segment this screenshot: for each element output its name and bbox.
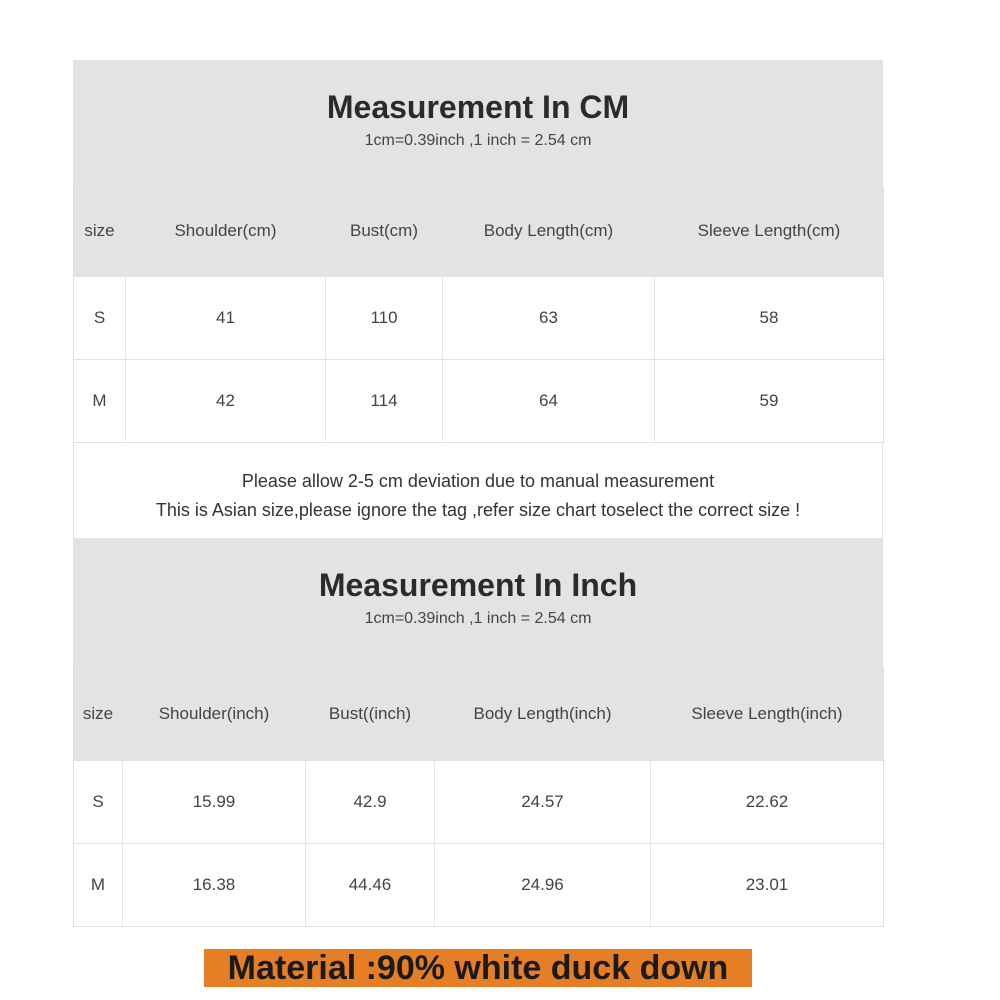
size-table-cm [73, 186, 884, 443]
cell-body-length: 64 [443, 360, 655, 443]
column-header-shoulder: Shoulder(cm) [126, 186, 326, 277]
cell-size: M [74, 844, 123, 927]
column-header-shoulder: Shoulder(inch) [123, 667, 306, 761]
cell-bust: 110 [326, 277, 443, 360]
conversion-note: 1cm=0.39inch ,1 inch = 2.54 cm [364, 132, 592, 149]
table-row [74, 360, 884, 443]
column-header-size: size [74, 667, 123, 761]
size-chart-cm [73, 60, 883, 545]
cell-shoulder: 15.99 [123, 761, 306, 844]
column-header-body-length: Body Length(inch) [435, 667, 651, 761]
table-header-row [74, 667, 884, 761]
deviation-note [73, 443, 883, 545]
cell-shoulder: 41 [126, 277, 326, 360]
chart-header [73, 60, 883, 186]
cell-sleeve-length: 23.01 [651, 844, 884, 927]
column-header-size: size [74, 186, 126, 277]
column-header-sleeve-length: Sleeve Length(cm) [655, 186, 884, 277]
cell-size: S [74, 277, 126, 360]
column-header-body-length: Body Length(cm) [443, 186, 655, 277]
table-row [74, 761, 884, 844]
size-chart-inch [73, 538, 883, 927]
cell-size: S [74, 761, 123, 844]
size-table-inch [73, 667, 884, 927]
cell-body-length: 24.57 [435, 761, 651, 844]
note-line-deviation: Please allow 2-5 cm deviation due to manual measurement [241, 471, 715, 491]
column-header-bust: Bust((inch) [306, 667, 435, 761]
note-line-asian-size: This is Asian size,please ignore the tag ,refer size chart toselect the correct size ! [155, 500, 801, 520]
cell-sleeve-length: 22.62 [651, 761, 884, 844]
cell-body-length: 24.96 [435, 844, 651, 927]
cell-shoulder: 16.38 [123, 844, 306, 927]
table-row [74, 844, 884, 927]
table-row [74, 277, 884, 360]
cell-bust: 44.46 [306, 844, 435, 927]
column-header-bust: Bust(cm) [326, 186, 443, 277]
cell-bust: 42.9 [306, 761, 435, 844]
column-header-sleeve-length: Sleeve Length(inch) [651, 667, 884, 761]
cell-body-length: 63 [443, 277, 655, 360]
cell-sleeve-length: 59 [655, 360, 884, 443]
chart-header [73, 538, 883, 667]
conversion-note: 1cm=0.39inch ,1 inch = 2.54 cm [364, 610, 592, 627]
table-header-row [74, 186, 884, 277]
chart-title: Measurement In CM [326, 89, 630, 125]
cell-sleeve-length: 58 [655, 277, 884, 360]
cell-bust: 114 [326, 360, 443, 443]
cell-shoulder: 42 [126, 360, 326, 443]
chart-title: Measurement In Inch [318, 567, 638, 603]
cell-size: M [74, 360, 126, 443]
material-banner: Material :90% white duck down [204, 949, 752, 987]
